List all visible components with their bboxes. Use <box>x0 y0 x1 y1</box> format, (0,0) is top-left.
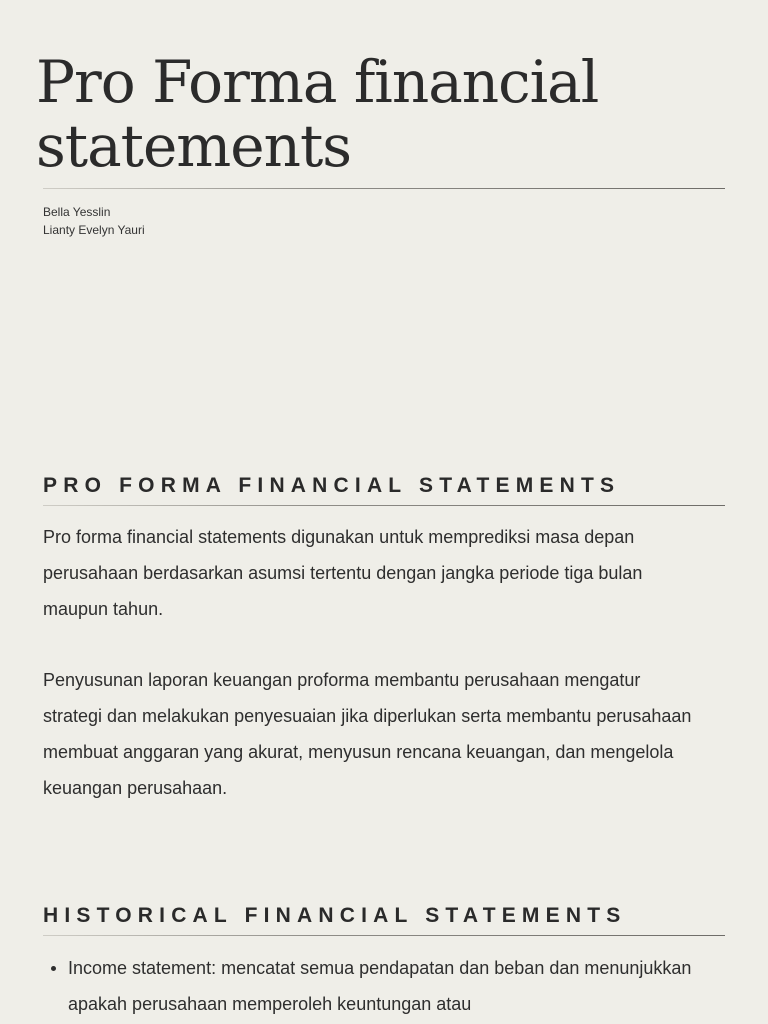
section-divider <box>43 505 725 506</box>
paragraph: Penyusunan laporan keuangan proforma membantu perusahaan mengatur strategi dan melakukan penyesuaian jika diperlukan serta membantu perusahaan membuat anggaran yang akurat, menyusun rencana keuangan, dan mengelola keuangan perusahaan. <box>43 670 692 798</box>
section-heading-pro-forma: PRO FORMA FINANCIAL STATEMENTS <box>43 474 621 497</box>
bullet-list <box>43 950 703 1022</box>
title-divider <box>43 188 725 189</box>
section-heading-historical: HISTORICAL FINANCIAL STATEMENTS <box>43 904 627 927</box>
section-divider <box>43 935 725 936</box>
list-item <box>43 950 703 1022</box>
bullet-icon <box>51 966 56 971</box>
document-title: Pro Forma financial statements <box>36 48 599 180</box>
author-name: Bella Yesslin <box>43 205 111 219</box>
author-name: Lianty Evelyn Yauri <box>43 223 145 237</box>
list-item-text: Income statement: mencatat semua pendapatan dan beban dan menunjukkan apakah perusahaan memperoleh keuntungan atau <box>68 958 692 1014</box>
author-list <box>43 203 145 239</box>
paragraph: Pro forma financial statements digunakan untuk memprediksi masa depan perusahaan berdasarkan asumsi tertentu dengan jangka periode tiga bulan maupun tahun. <box>43 527 643 619</box>
